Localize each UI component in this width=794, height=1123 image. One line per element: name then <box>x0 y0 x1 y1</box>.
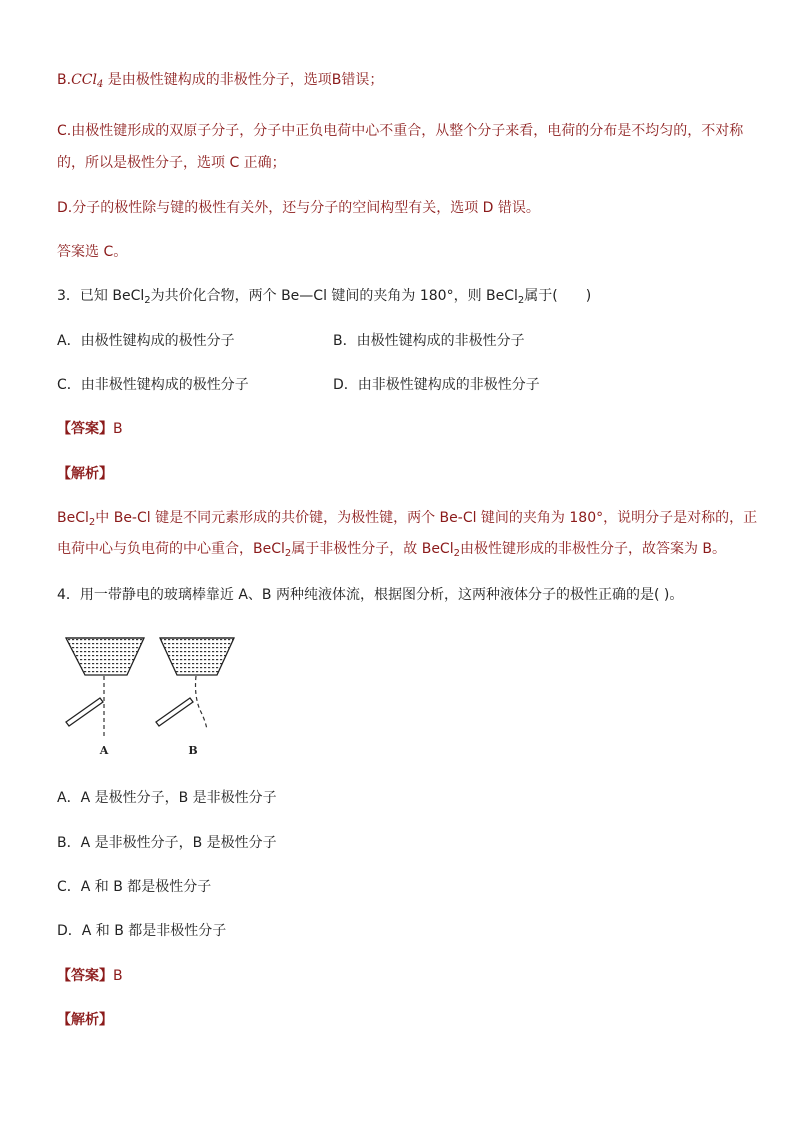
explain-b-line <box>57 70 383 90</box>
answer-c-line: 答案选 C。 <box>57 244 128 260</box>
q3-stem-b: 为共价化合物，两个 Be—Cl 键间的夹角为 180°，则 BeCl <box>150 288 518 304</box>
q4-analysis-label: 【解析】 <box>57 1012 113 1028</box>
q3-stem-sub2: 2 <box>517 295 525 306</box>
figure-label-a: A <box>99 744 109 757</box>
ccl4-formula <box>71 72 103 88</box>
q4-option-c: C．A 和 B 都是极性分子 <box>57 879 212 895</box>
q4-answer-label: 【答案】 <box>57 968 113 984</box>
q4-answer-value: B <box>113 968 123 984</box>
ccl4-sub: 4 <box>96 79 104 90</box>
q3-option-d: D．由非极性键构成的非极性分子 <box>333 377 540 393</box>
q3-stem-sub1: 2 <box>144 295 151 306</box>
q3-analysis-label: 【解析】 <box>57 466 113 482</box>
q3-analysis-2c: 由极性键形成的非极性分子，故答案为 B。 <box>459 541 727 557</box>
q3-option-a: A．由极性键构成的极性分子 <box>57 333 235 349</box>
explain-d-line: D.分子的极性除与键的极性有关外，还与分子的空间构型有关，选项 D 错误。 <box>57 200 540 216</box>
figure-label-b: B <box>188 744 198 757</box>
q3-stem <box>57 286 591 306</box>
q4-stem: 4．用一带静电的玻璃棒靠近 A、B 两种纯液体流，根据图分析，这两种液体分子的极性正确的是( )。 <box>57 587 684 603</box>
explain-b-rest: 是由极性键构成的非极性分子，选项B错误； <box>107 72 384 88</box>
q3-analysis-2sub2: 2 <box>453 548 460 559</box>
liquid-stream-figure <box>60 630 250 760</box>
glass-rod-a <box>66 698 103 726</box>
explain-b-prefix: B. <box>57 72 72 88</box>
q3-analysis-2a: 电荷中心与负电荷的中心重合，BeCl <box>57 541 285 557</box>
q3-option-b: B．由极性键构成的非极性分子 <box>333 333 525 349</box>
explain-c-line-1: C.由极性键形成的双原子分子，分子中正负电荷中心不重合，从整个分子来看，电荷的分布是不均匀的，不对称 <box>57 123 744 139</box>
q3-answer <box>57 419 123 439</box>
q3-answer-value: B <box>113 421 123 437</box>
glass-rod-b <box>156 698 193 726</box>
q3-analysis-1a: BeCl <box>57 510 89 526</box>
q3-analysis-1sub: 2 <box>88 517 96 528</box>
ccl4-main: CCl <box>71 72 97 88</box>
funnel-a <box>66 638 144 675</box>
q3-option-c: C．由非极性键构成的极性分子 <box>57 377 249 393</box>
q4-option-a: A．A 是极性分子，B 是非极性分子 <box>57 790 277 806</box>
stream-b <box>196 676 208 730</box>
q3-analysis-1b: 中 Be-Cl 键是不同元素形成的共价键，为极性键，两个 Be-Cl 键间的夹角为 180°，说明分子是对称的，正 <box>95 510 758 526</box>
q3-stem-c: 属于( ) <box>524 288 592 304</box>
q3-stem-a: 3．已知 BeCl <box>57 288 145 304</box>
q3-analysis-2b: 属于非极性分子，故 BeCl <box>291 541 454 557</box>
q3-analysis-2sub1: 2 <box>284 548 292 559</box>
q4-answer <box>57 966 123 986</box>
q4-option-d: D．A 和 B 都是非极性分子 <box>57 923 227 939</box>
q4-option-b: B．A 是非极性分子，B 是极性分子 <box>57 835 277 851</box>
explain-c-line-2: 的，所以是极性分子，选项 C 正确； <box>57 155 286 171</box>
q3-answer-label: 【答案】 <box>57 421 113 437</box>
funnel-b <box>160 638 234 675</box>
q3-analysis-line-1 <box>57 508 757 528</box>
q3-analysis-line-2 <box>57 539 726 559</box>
